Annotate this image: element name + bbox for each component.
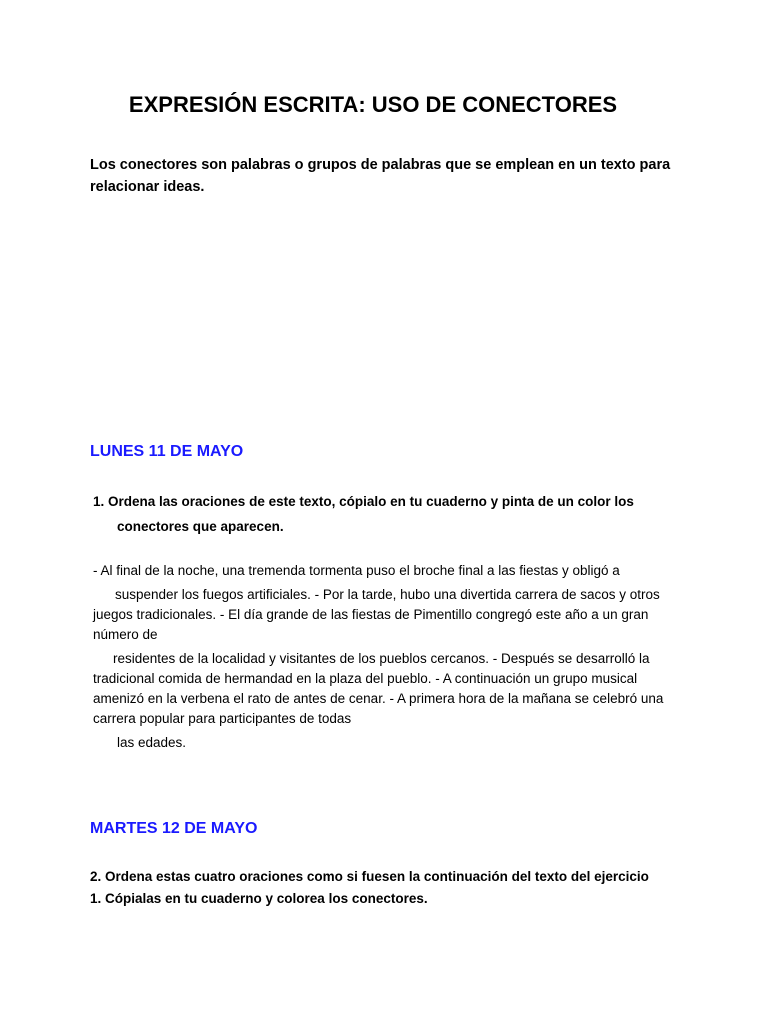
page-title: EXPRESIÓN ESCRITA: USO DE CONECTORES bbox=[128, 92, 618, 117]
text-line: juegos tradicionales. - El día grande de las fiestas de Pimentillo congregó este año a un gran bbox=[93, 607, 649, 622]
intro-paragraph: Los conectores son palabras o grupos de palabras que se emplean en un texto para relacionar ideas. bbox=[90, 157, 671, 195]
exercise-1-text-block-b bbox=[93, 585, 693, 645]
exercise-1-line-2: conectores que aparecen. bbox=[117, 519, 284, 534]
exercise-1-text-block-d bbox=[93, 733, 693, 753]
text-line: carrera popular para participantes de todas bbox=[93, 711, 352, 726]
exercise-1-text-block-c bbox=[93, 649, 693, 729]
text-line: amenizó en la verbena el rato de antes de cenar. - A primera hora de la mañana se celebró una bbox=[93, 691, 664, 706]
text-line: tradicional comida de hermandad en la plaza del pueblo. - A continuación un grupo musical bbox=[93, 671, 638, 686]
text-line: - Al final de la noche, una tremenda tormenta puso el broche final a las fiestas y obligó a bbox=[93, 563, 620, 578]
text-line: número de bbox=[93, 627, 158, 642]
text-line: las edades. bbox=[117, 735, 187, 750]
section-heading-tuesday: MARTES 12 DE MAYO bbox=[90, 820, 258, 837]
exercise-1-instruction bbox=[93, 489, 693, 539]
exercise-1-line-1: 1. Ordena las oraciones de este texto, cópialo en tu cuaderno y pinta de un color los bbox=[93, 494, 634, 509]
exercise-2-instruction: 2. Ordena estas cuatro oraciones como si fuesen la continuación del texto del ejercicio 1. Cópialas en tu cuaderno y colorea los conectores. bbox=[90, 869, 649, 906]
exercise-1-text-block-a bbox=[93, 561, 693, 581]
text-line: residentes de la localidad y visitantes de los pueblos cercanos. - Después se desarrolló la bbox=[113, 651, 650, 666]
section-heading-monday: LUNES 11 DE MAYO bbox=[90, 443, 244, 460]
text-line: suspender los fuegos artificiales. - Por la tarde, hubo una divertida carrera de sacos y otros bbox=[115, 587, 660, 602]
